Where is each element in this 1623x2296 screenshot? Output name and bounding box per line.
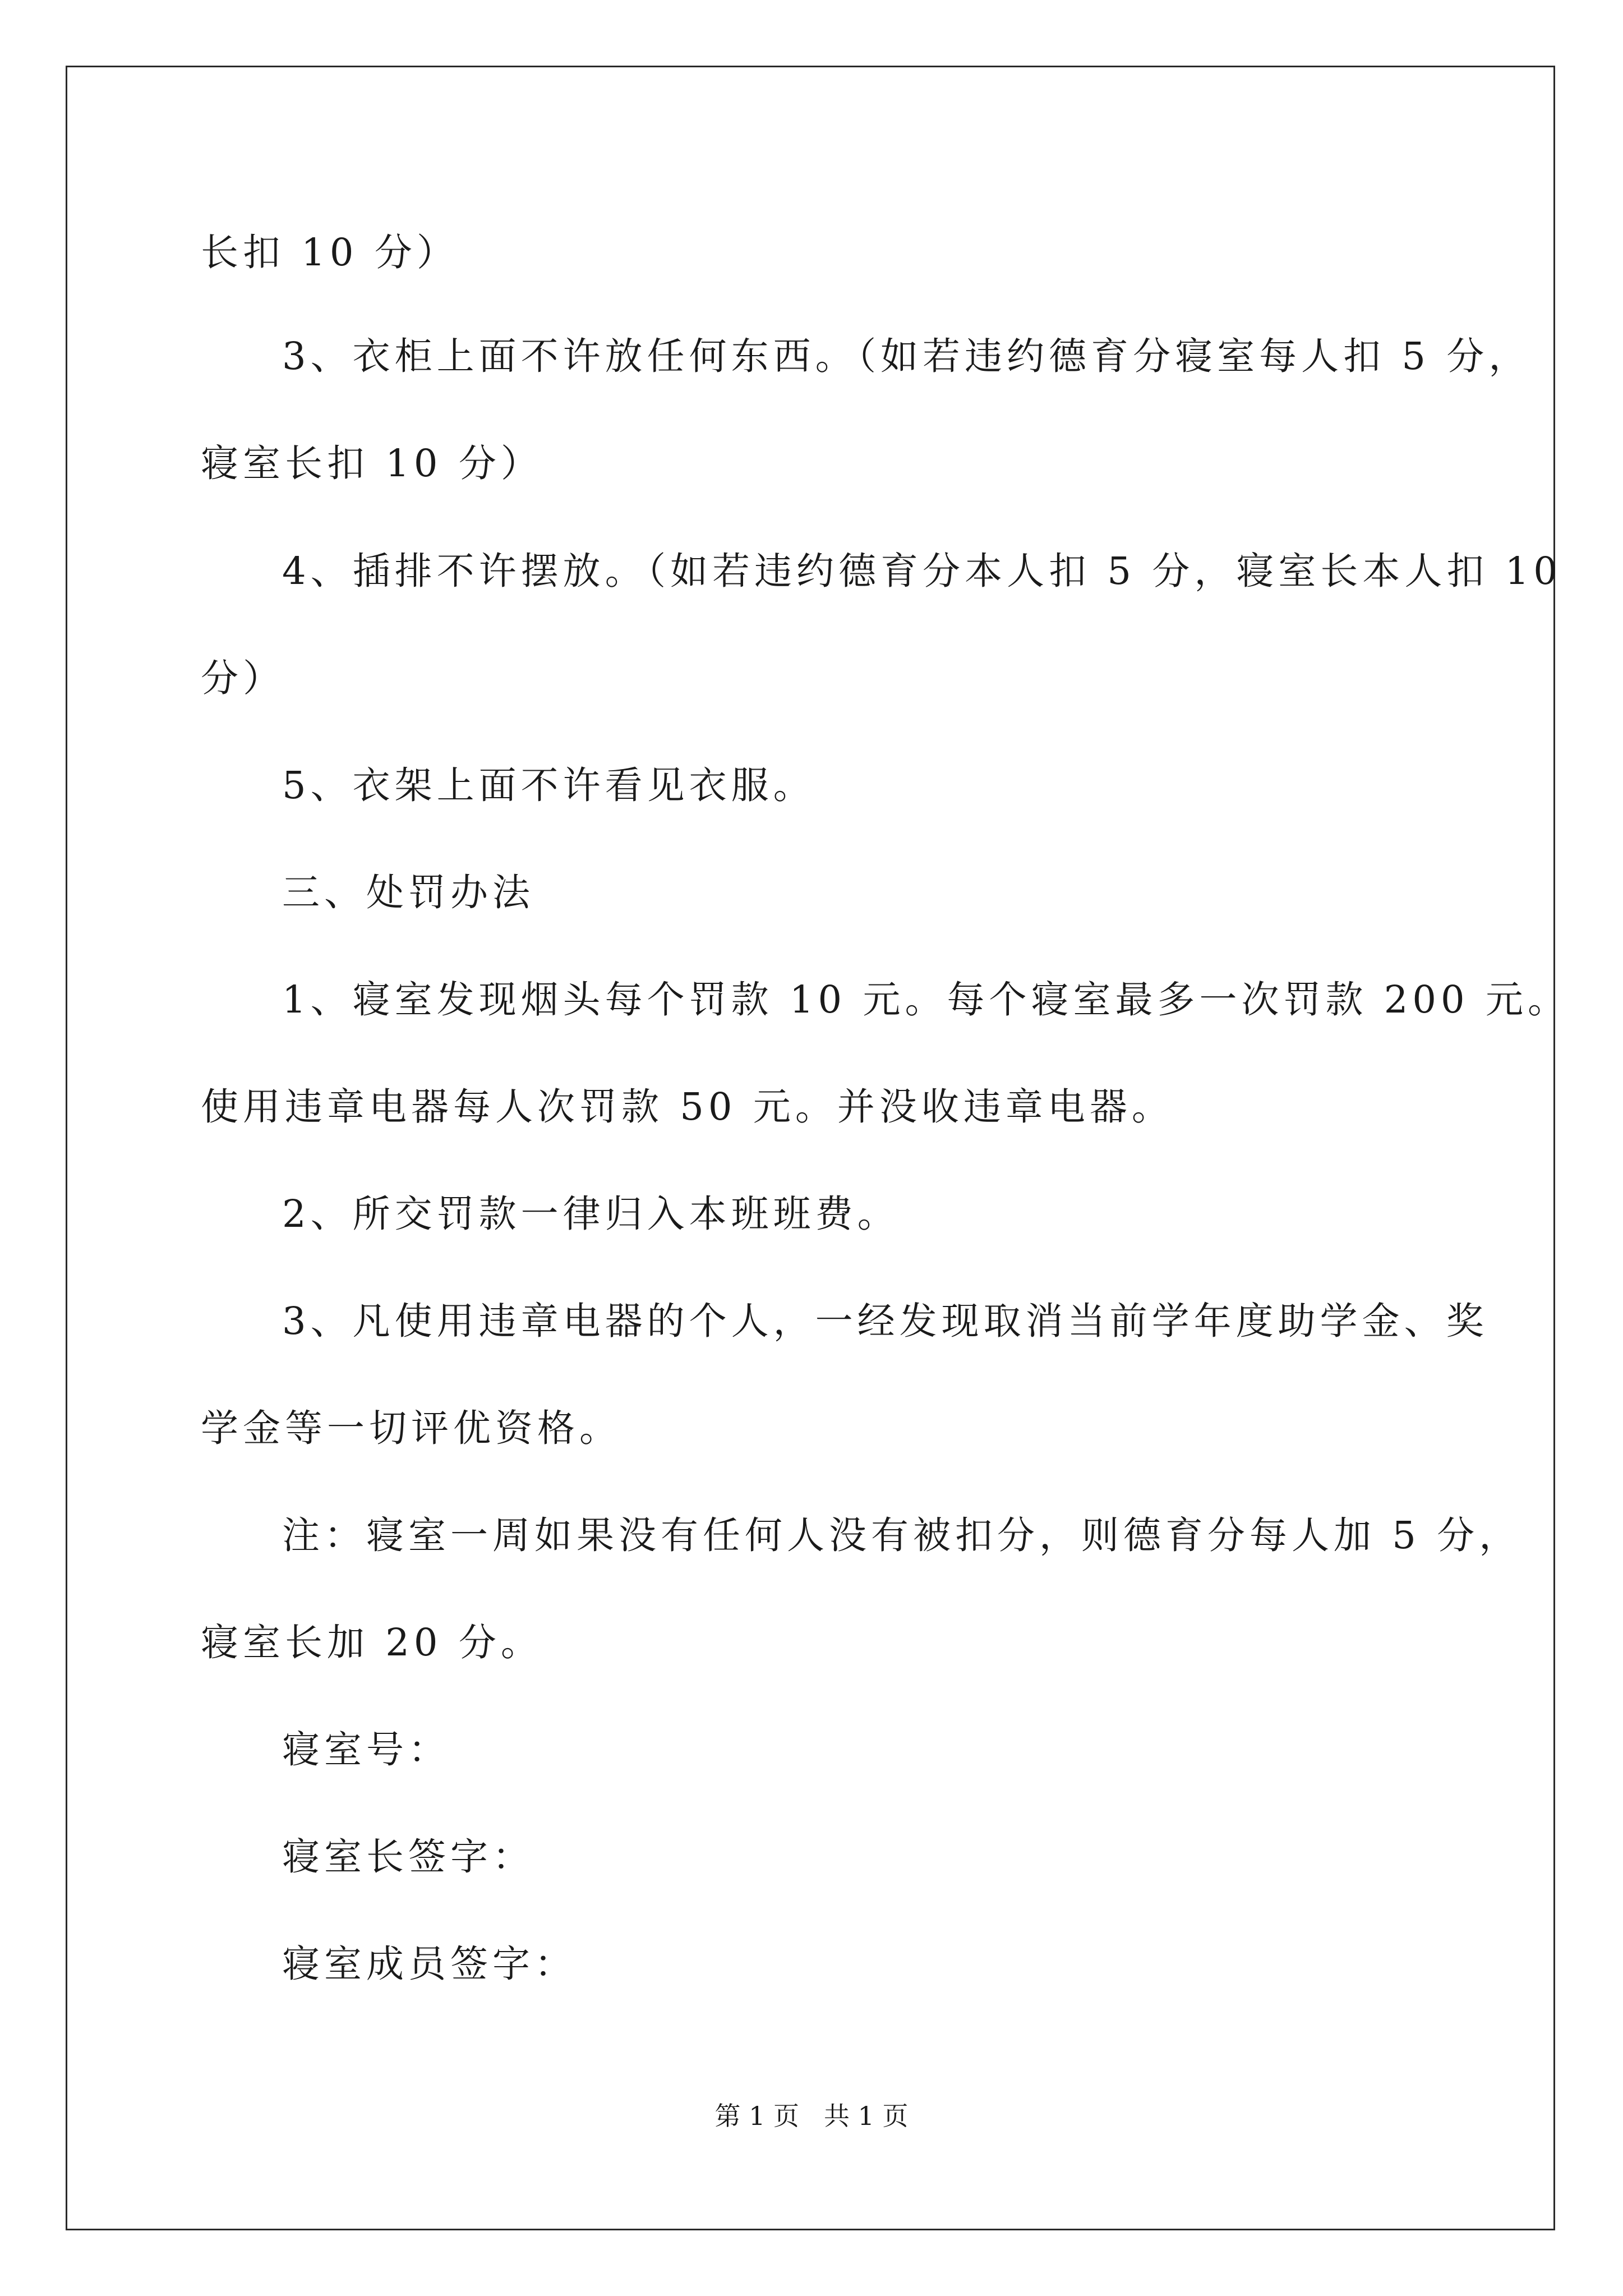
page-footer: [0, 2099, 1623, 2133]
paragraph-line: 寝室长扣 10 分）: [201, 441, 543, 485]
paragraph-line: 注：寝室一周如果没有任何人没有被扣分，则德育分每人加 5 分，: [282, 1513, 1521, 1557]
paragraph-line: 3、凡使用违章电器的个人，一经发现取消当前学年度助学金、奖: [282, 1299, 1488, 1343]
page-number: 第 1 页: [714, 2101, 799, 2131]
section-heading: 三、处罚办法: [282, 871, 534, 914]
paragraph-line: 2、所交罚款一律归入本班班费。: [282, 1192, 900, 1236]
dorm-leader-signature-label: 寝室长签字：: [282, 1835, 534, 1879]
paragraph-line: 分）: [201, 656, 285, 700]
paragraph-line: 4、插排不许摆放。（如若违约德育分本人扣 5 分，寝室长本人扣 10: [282, 549, 1562, 593]
page-total: 共 1 页: [824, 2101, 909, 2131]
paragraph-line: 寝室长加 20 分。: [201, 1621, 543, 1664]
dorm-members-signature-label: 寝室成员签字：: [282, 1942, 577, 1986]
paragraph-line: 学金等一切评优资格。: [201, 1406, 621, 1450]
paragraph-line: 5、衣架上面不许看见衣服。: [282, 763, 815, 807]
paragraph-line: 使用违章电器每人次罚款 50 元。并没收违章电器。: [201, 1085, 1174, 1129]
paragraph-line: 长扣 10 分）: [201, 231, 459, 274]
dorm-number-label: 寝室号：: [282, 1728, 450, 1772]
paragraph-line: 1、寝室发现烟头每个罚款 10 元。每个寝室最多一次罚款 200 元。: [282, 978, 1570, 1022]
paragraph-line: 3、衣柜上面不许放任何东西。（如若违约德育分寝室每人扣 5 分，: [282, 334, 1531, 378]
page-border: [66, 66, 1555, 2230]
